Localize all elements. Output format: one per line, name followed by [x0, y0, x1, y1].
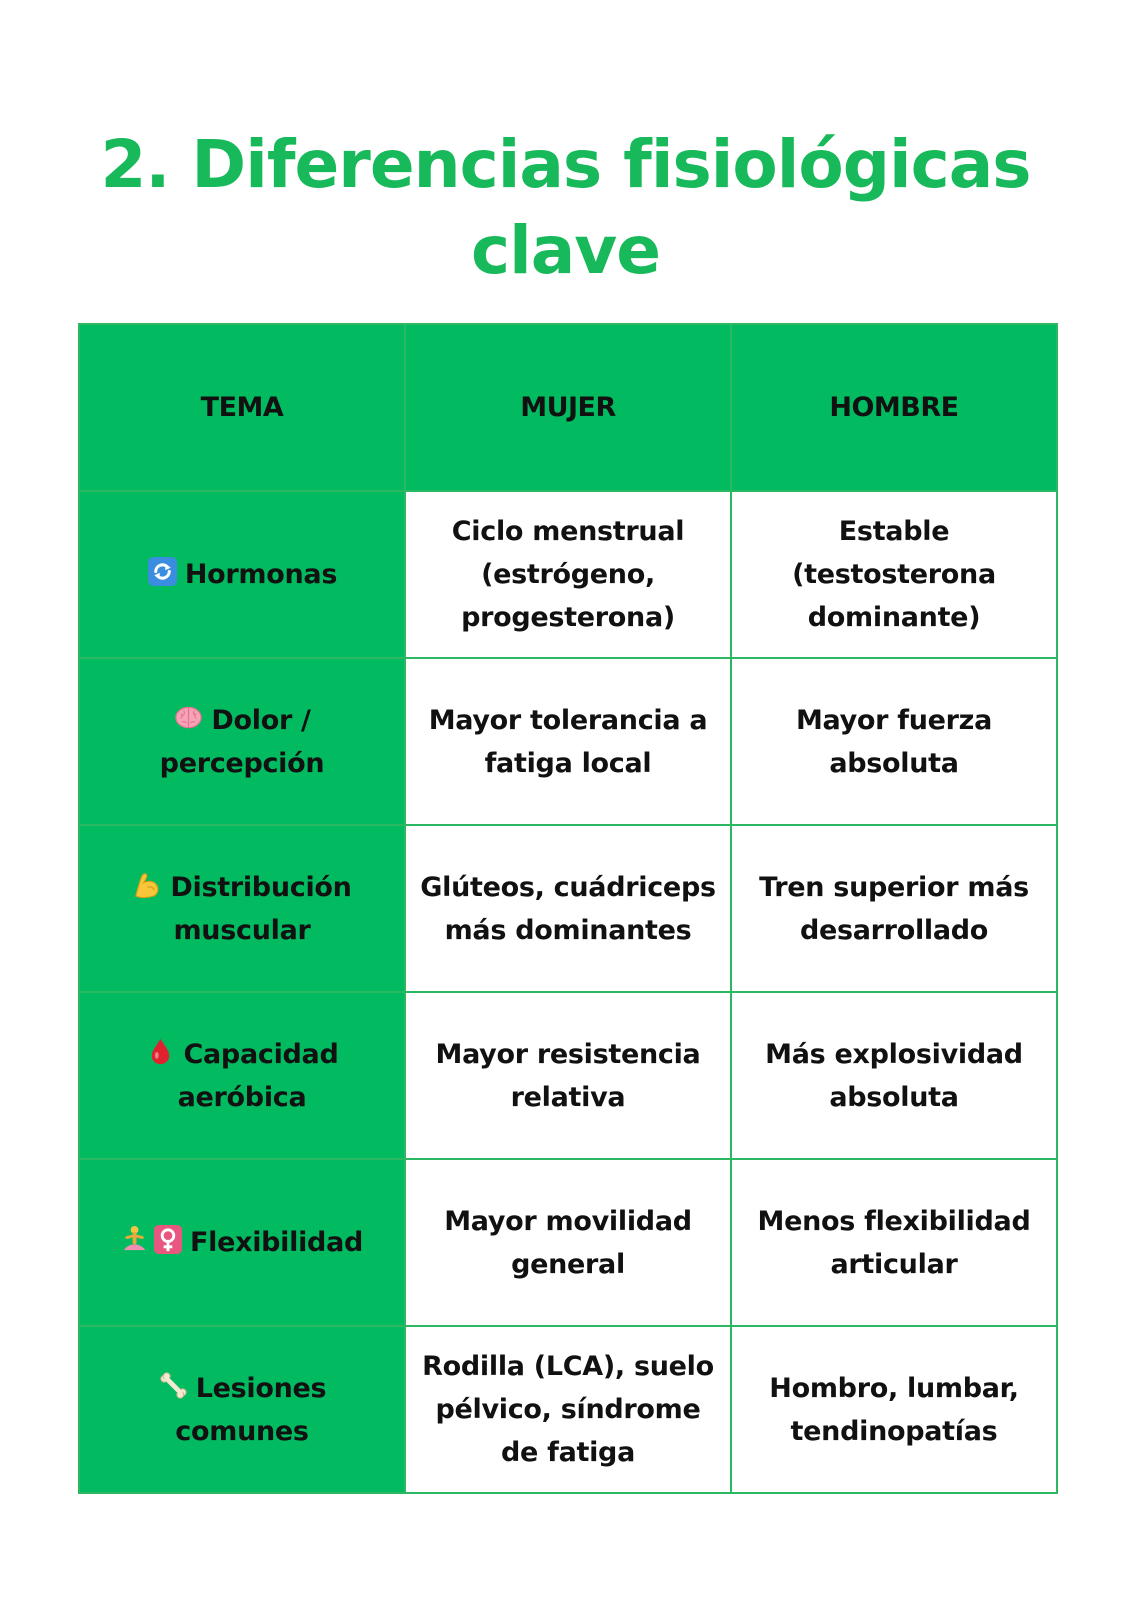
header-male: HOMBRE: [731, 324, 1057, 491]
blood-drop-icon: [145, 1036, 176, 1067]
topic-label: Flexibilidad: [189, 1227, 364, 1258]
brain-icon: [173, 702, 204, 733]
refresh-icon: [147, 556, 178, 587]
female-cell: Mayor tolerancia a fatiga local: [405, 658, 731, 825]
topic-cell: [79, 1326, 405, 1493]
topic-label: Distribución muscular: [170, 871, 352, 946]
table-body: [79, 491, 1057, 1493]
topic-cell: [79, 491, 405, 658]
yoga-female-sign-icon: [121, 1224, 183, 1255]
female-cell: Rodilla (LCA), suelo pélvico, síndrome de fatiga: [405, 1326, 731, 1493]
table-header: [79, 324, 1057, 491]
female-cell: Mayor movilidad general: [405, 1159, 731, 1326]
flexed-biceps-icon: [132, 869, 163, 900]
table-row: [79, 491, 1057, 658]
table-row: [79, 1159, 1057, 1326]
topic-cell: [79, 1159, 405, 1326]
topic-cell: [79, 658, 405, 825]
table-row: [79, 1326, 1057, 1493]
table-row: [79, 658, 1057, 825]
male-cell: Estable (testosterona dominante): [731, 491, 1057, 658]
topic-label: Dolor / percepción: [159, 704, 325, 779]
male-cell: Hombro, lumbar, tendinopatías: [731, 1326, 1057, 1493]
table-row: [79, 992, 1057, 1159]
topic-label: Capacidad aeróbica: [177, 1038, 339, 1113]
male-cell: Mayor fuerza absoluta: [731, 658, 1057, 825]
topic-label: Lesiones comunes: [175, 1372, 327, 1447]
header-female: MUJER: [405, 324, 731, 491]
bone-icon: [158, 1370, 189, 1401]
topic-label: Hormonas: [184, 559, 338, 590]
topic-cell: [79, 825, 405, 992]
male-cell: Más explosividad absoluta: [731, 992, 1057, 1159]
male-cell: Tren superior más desarrollado: [731, 825, 1057, 992]
comparison-table: [78, 323, 1058, 1494]
header-topic: TEMA: [79, 324, 405, 491]
topic-cell: [79, 992, 405, 1159]
female-cell: Ciclo menstrual (estrógeno, progesterona): [405, 491, 731, 658]
page-title: 2. Diferencias fisiológicas clave: [100, 126, 1031, 289]
male-cell: Menos flexibilidad articular: [731, 1159, 1057, 1326]
female-cell: Mayor resistencia relativa: [405, 992, 731, 1159]
table-row: [79, 825, 1057, 992]
header-row: [79, 324, 1057, 491]
female-cell: Glúteos, cuádriceps más dominantes: [405, 825, 731, 992]
